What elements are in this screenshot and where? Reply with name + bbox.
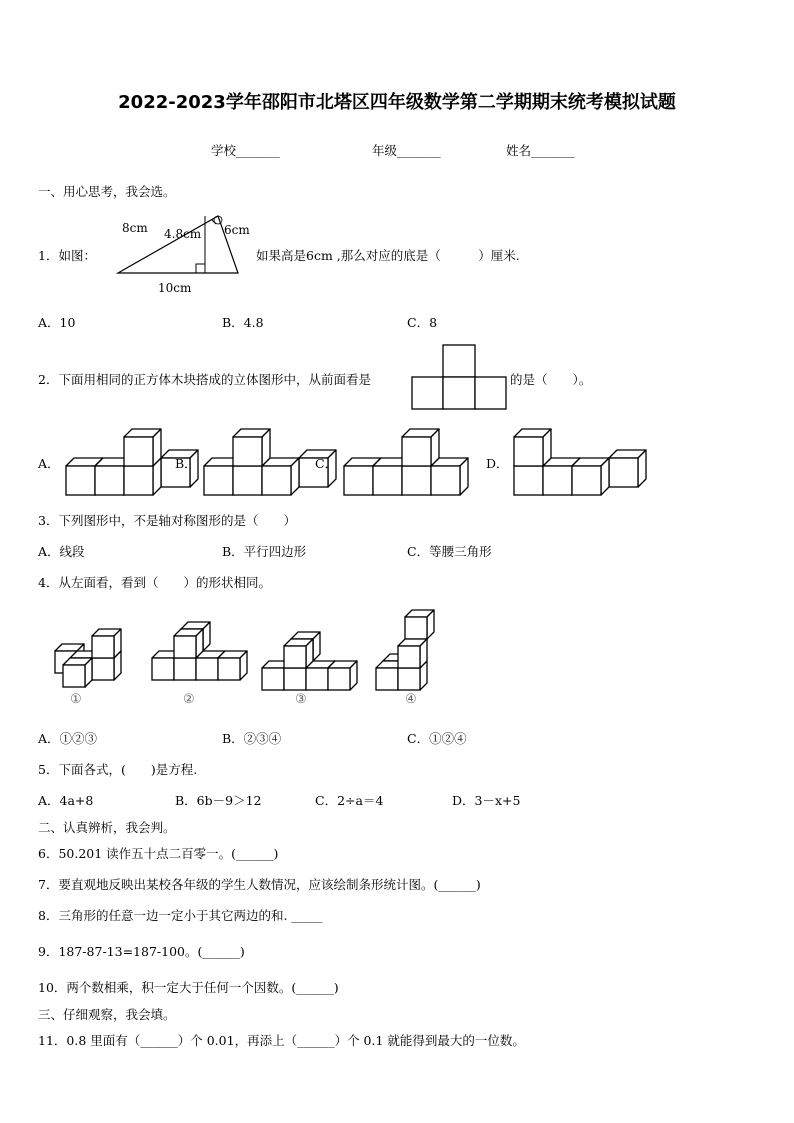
cube xyxy=(174,629,203,658)
q2-option-d-figure[interactable] xyxy=(508,420,623,500)
section-3-heading: 三、仔细观察，我会填。 xyxy=(38,1007,176,1022)
q2-suffix: 的是（ ）。 xyxy=(510,372,592,387)
q1-fig-left-label: 8cm xyxy=(122,221,148,235)
q4-fig-label-3: ③ xyxy=(295,692,307,707)
grade-field[interactable]: 年级_______ xyxy=(372,143,441,158)
q7-text[interactable]: 7．要直观地反映出某校各年级的学生人数情况，应该绘制条形统计图。(______) xyxy=(38,877,481,892)
cube xyxy=(405,610,434,639)
section-2-heading: 二、认真辨析，我会判。 xyxy=(38,820,176,835)
q5-option-c[interactable]: C．2÷a＝4 xyxy=(315,793,384,808)
q1-fig-height-label: 4.8cm xyxy=(164,227,202,241)
q1-fig-base-label: 10cm xyxy=(158,281,192,295)
q4-fig-label-4: ④ xyxy=(405,692,417,707)
cube xyxy=(63,658,92,687)
cube xyxy=(92,629,121,658)
cube xyxy=(398,639,427,668)
q1-option-b[interactable]: B．4.8 xyxy=(222,315,264,330)
q4-figure-1 xyxy=(40,616,130,711)
q6-text[interactable]: 6．50.201 读作五十点二百零一。(______) xyxy=(38,846,279,861)
cube xyxy=(124,429,161,466)
cube xyxy=(233,429,270,466)
q1-fig-right-label: 6cm xyxy=(224,223,250,237)
q2-text: 2．下面用相同的正方体木块搭成的立体图形中，从前面看是 xyxy=(38,372,371,387)
q2-option-c-label[interactable]: C． xyxy=(315,456,338,471)
q10-text[interactable]: 10．两个数相乘，积一定大于任何一个因数。(______) xyxy=(38,980,339,995)
cube xyxy=(572,458,609,495)
q4-option-a[interactable]: A．①②③ xyxy=(38,731,98,746)
q2-option-c-figure[interactable] xyxy=(338,420,473,500)
cube xyxy=(218,651,247,680)
q4-fig-label-1: ① xyxy=(70,692,82,707)
q3-option-c[interactable]: C．等腰三角形 xyxy=(407,544,492,559)
cube xyxy=(262,458,299,495)
q8-text[interactable]: 8．三角形的任意一边一定小于其它两边的和. _____ xyxy=(38,908,323,923)
cube xyxy=(402,429,439,466)
q5-option-a[interactable]: A．4a+8 xyxy=(38,793,94,808)
q1-option-a[interactable]: A．10 xyxy=(38,315,76,330)
q5-text: 5．下面各式，( )是方程. xyxy=(38,762,198,777)
q4-option-c[interactable]: C．①②④ xyxy=(407,731,467,746)
cube xyxy=(284,639,313,668)
q4-text: 4．从左面看，看到（ ）的形状相同。 xyxy=(38,575,271,590)
page-title: 2022-2023学年邵阳市北塔区四年级数学第二学期期末统考模拟试题 xyxy=(118,92,676,113)
q3-option-b[interactable]: B．平行四边形 xyxy=(222,544,307,559)
q4-option-b[interactable]: B．②③④ xyxy=(222,731,282,746)
section-1-heading: 一、用心思考，我会选。 xyxy=(38,184,176,199)
q11-text[interactable]: 11．0.8 里面有（______）个 0.01，再添上（______）个 0.1 就能得到最大的一位数。 xyxy=(38,1033,525,1048)
cube xyxy=(609,450,646,487)
q1-text: 如果高是6cm ,那么对应的底是（ ）厘米. xyxy=(256,248,520,263)
q4-fig-label-2: ② xyxy=(183,692,195,707)
cube xyxy=(514,429,551,466)
q1-triangle-figure xyxy=(100,210,260,300)
q5-option-b[interactable]: B．6b－9＞12 xyxy=(175,793,262,808)
q9-text[interactable]: 9．187-87-13=187-100。(______) xyxy=(38,944,245,959)
q5-option-d[interactable]: D．3－x+5 xyxy=(452,793,521,808)
q2-option-b-figure[interactable] xyxy=(198,420,313,500)
q3-text: 3．下列图形中，不是轴对称图形的是（ ） xyxy=(38,513,296,528)
q1-option-c[interactable]: C．8 xyxy=(407,315,438,330)
name-field[interactable]: 姓名_______ xyxy=(506,143,575,158)
school-field[interactable]: 学校_______ xyxy=(211,143,280,158)
cube xyxy=(431,458,468,495)
q2-option-a-figure[interactable] xyxy=(60,420,175,500)
q2-front-view-figure xyxy=(411,344,507,410)
q2-option-a-label[interactable]: A． xyxy=(38,456,60,471)
q4-figure-2 xyxy=(148,616,243,711)
cube xyxy=(328,661,357,690)
q1-prefix: 1．如图： xyxy=(38,248,96,263)
q3-option-a[interactable]: A．线段 xyxy=(38,544,85,559)
q2-option-b-label[interactable]: B． xyxy=(175,456,197,471)
q2-option-d-label[interactable]: D． xyxy=(486,456,509,471)
